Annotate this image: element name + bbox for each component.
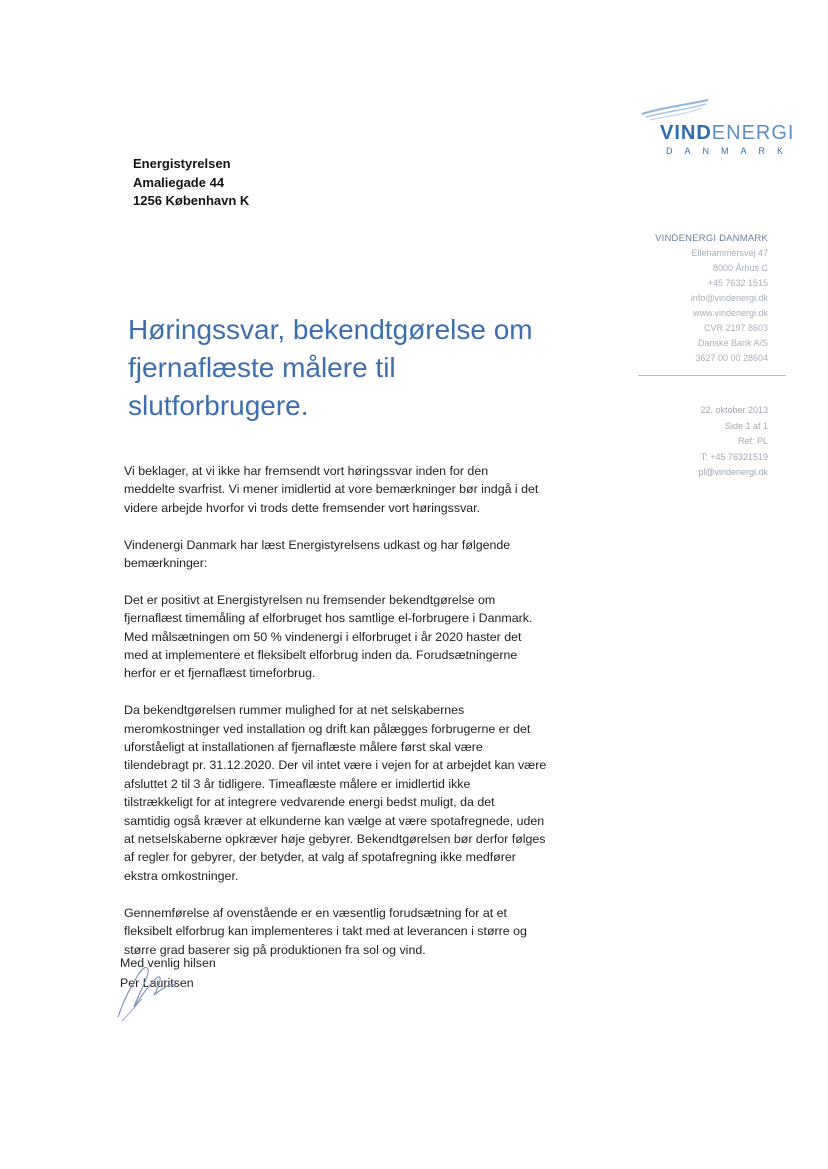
body-line: tilstrækkeligt for at integrere vedvarende energi bedst muligt, da det	[124, 795, 495, 810]
sender-org: VINDENERGI DANMARK	[655, 233, 768, 244]
letter-body	[124, 462, 564, 977]
body-line: Da bekendtgørelsen rummer mulighed for at net selskabernes	[124, 703, 465, 718]
wind-swoosh-icon	[640, 98, 710, 122]
divider	[638, 375, 786, 376]
sender-line: info@vindenergi.dk	[690, 293, 768, 303]
letter-meta	[600, 403, 768, 481]
body-line: Vindenergi Danmark har læst Energistyrelsens udkast og har følgende	[124, 537, 511, 552]
body-line: fjernaflæst timemåling af elforbruget hos samtlige el-forbrugere i Danmark.	[124, 611, 533, 626]
sender-line: www.vindenergi.dk	[692, 308, 768, 318]
body-line: Det er positivt at Energistyrelsen nu fremsender bekendtgørelse om	[124, 592, 496, 607]
body-line: større grad baserer sig på produktionen fra sol og vind.	[124, 942, 426, 957]
letter-title	[128, 311, 568, 425]
sender-line: Ellehammersvej 47	[691, 248, 768, 258]
body-line: uforståeligt at installationen af fjernaflæste målere først skal være	[124, 740, 483, 755]
signatory-name: Per Lauritsen	[120, 976, 194, 990]
sender-line: 3627 00 00 28604	[695, 353, 768, 363]
sender-line: Danske Bank A/S	[697, 338, 768, 348]
body-line: ekstra omkostninger.	[124, 868, 239, 883]
recipient-line: Amaliegade 44	[133, 174, 225, 190]
paragraph	[124, 904, 564, 959]
recipient-line: 1256 København K	[133, 193, 250, 208]
paragraph	[124, 536, 564, 573]
body-line: samtidig også kræver at elkunderne kan vælge at være spotafregnede, uden	[124, 813, 545, 828]
body-line: Med målsætningen om 50 % vindenergi i elforbruget i år 2020 haster det	[124, 629, 522, 644]
paragraph	[124, 591, 564, 683]
sender-line: CVR 2197 8603	[703, 323, 768, 333]
paragraph	[124, 701, 564, 885]
logo-subtitle: DANMARK	[666, 146, 796, 156]
recipient-address	[133, 155, 249, 211]
sender-line: 8000 Århus C	[712, 263, 768, 273]
body-line: fleksibelt elforbrug kan implementeres i takt med at leverancen i større og	[124, 924, 527, 939]
title-line: slutforbrugere.	[128, 390, 309, 421]
body-line: afsluttet 2 til 3 år tidligere. Timeaflæste målere er imidlertid ikke	[124, 776, 471, 791]
handwritten-signature	[108, 955, 180, 1025]
reference: Ref: PL	[737, 436, 768, 446]
sender-line: +45 7632 1515	[707, 278, 768, 288]
title-line: Høringssvar, bekendtgørelse om	[128, 314, 533, 345]
body-line: Vi beklager, at vi ikke har fremsendt vort høringssvar inden for den	[124, 464, 489, 478]
body-line: meromkostninger ved installation og drift kan pålægges forbrugerne er det	[124, 721, 531, 736]
paragraph	[124, 462, 564, 517]
body-line: tilendebragt pr. 31.12.2020. Der vil intet være i vejen for at arbejdet kan være	[124, 758, 547, 773]
phone: T: +45 76321519	[700, 451, 768, 462]
body-line: herfor er et fjernaflæst timeforbrug.	[124, 666, 316, 681]
body-line: meddelte svarfrist. Vi mener imidlertid at vore bemærkninger bør indgå i det	[124, 482, 539, 497]
body-line: bemærkninger:	[124, 556, 208, 571]
body-line: med at implementere et fleksibelt elforbrug inden da. Forudsætningerne	[124, 648, 518, 663]
email: pl@vindenergi.dk	[698, 467, 768, 477]
body-line: Gennemførelse af ovenstående er en væsentlig forudsætning for at et	[124, 905, 507, 920]
vindenergi-logo	[636, 98, 796, 160]
letter-date: 22. oktober 2013	[700, 405, 768, 415]
closing-greeting: Med venlig hilsen	[120, 956, 216, 970]
body-line: af regler for gebyrer, der betyder, at valg af spotafregning ikke medfører	[124, 850, 516, 865]
body-line: at netselskaberne opkræver høje gebyrer. Bekendtgørelsen bør derfor følges	[124, 832, 546, 847]
page-number: Side 1 af 1	[724, 420, 768, 431]
sender-contact-block	[600, 231, 768, 366]
logo-wordmark: VINDENERGI	[660, 122, 795, 144]
title-line: fjernaflæste målere til	[128, 352, 396, 383]
recipient-line: Energistyrelsen	[133, 156, 231, 171]
body-line: videre arbejde hvorfor vi trods dette fremsender vort høringssvar.	[124, 500, 481, 515]
